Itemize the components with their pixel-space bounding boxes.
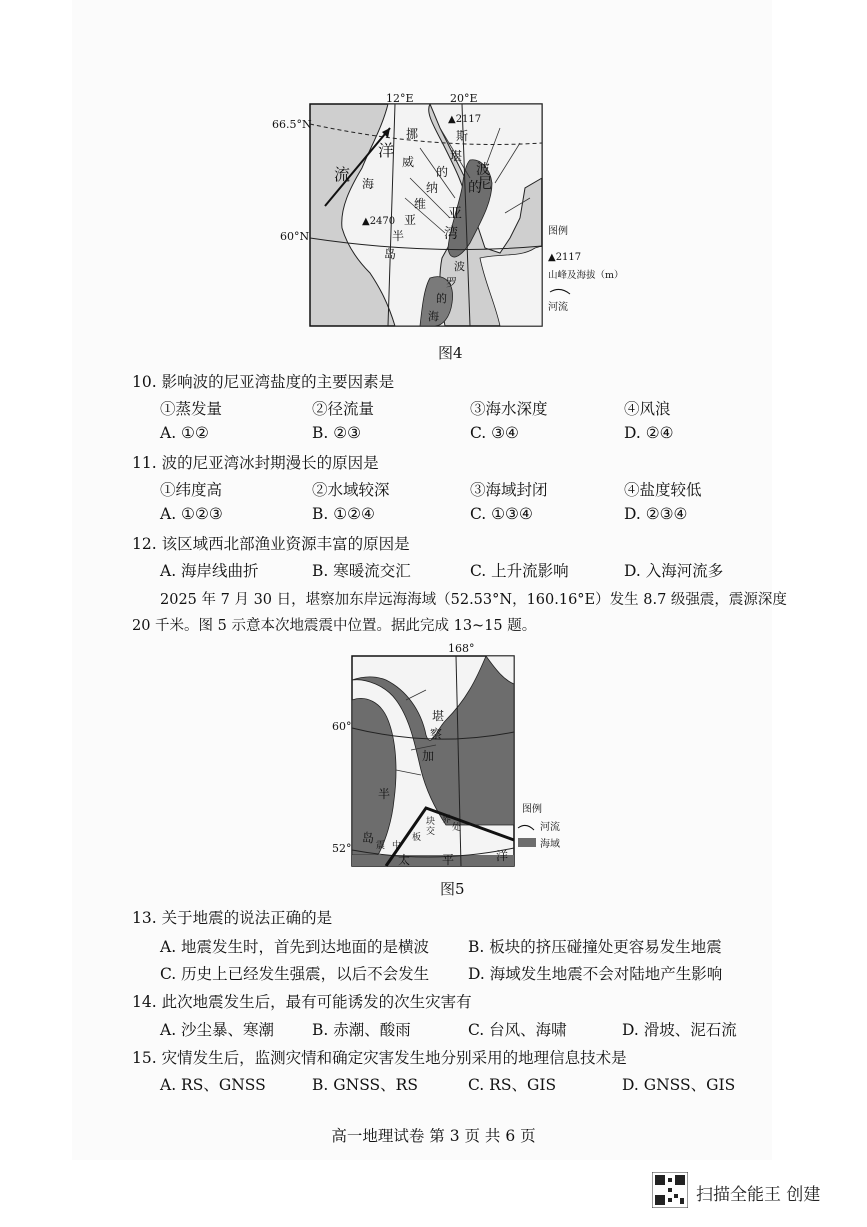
lat-52-label: 52° xyxy=(332,842,352,855)
map-label: 亚 xyxy=(404,213,417,227)
question-12-option-c[interactable]: C. 上升流影响 xyxy=(470,562,569,580)
map-label: 湾 xyxy=(444,226,458,242)
map-label: 纳 xyxy=(426,181,439,195)
question-10-option-a[interactable]: A. ①② xyxy=(160,424,209,442)
question-12-option-d[interactable]: D. 入海河流多 xyxy=(624,562,724,580)
question-11-item: ④盐度较低 xyxy=(624,481,702,499)
question-10-item: ②径流量 xyxy=(312,400,375,418)
lon-168-label: 168° xyxy=(448,642,475,655)
question-13-option-c[interactable]: C. 历史上已经发生强震，以后不会发生 xyxy=(160,965,430,983)
map-label: 洋 xyxy=(496,849,509,863)
map-label: 亚 xyxy=(448,206,462,222)
map-label: 岛 xyxy=(362,831,375,845)
question-11-item: ②水域较深 xyxy=(312,481,390,499)
sea-swatch xyxy=(518,838,536,847)
question-12-option-a[interactable]: A. 海岸线曲折 xyxy=(160,562,259,580)
question-13-option-d[interactable]: D. 海域发生地震不会对陆地产生影响 xyxy=(468,965,723,983)
map-label: 加 xyxy=(422,749,435,763)
map-label: 交 xyxy=(426,827,436,837)
lon-12-label: 12°E xyxy=(386,92,414,105)
question-15-option-d[interactable]: D. GNSS、GIS xyxy=(622,1076,736,1094)
lat-60-label: 60°N xyxy=(280,230,310,243)
map-label: 界 xyxy=(442,815,452,825)
question-14-stem: 14. 此次地震发生后，最有可能诱发的次生灾害有 xyxy=(132,993,472,1011)
map-label: 平 xyxy=(442,853,455,867)
map-label: 威 xyxy=(402,155,415,169)
figure-5-caption: 图5 xyxy=(440,880,465,898)
map-label: 块 xyxy=(426,817,436,827)
figure-5-map xyxy=(326,640,576,872)
map-label: 尼 xyxy=(478,176,492,192)
legend-river: 河流 xyxy=(540,822,560,833)
intro-line-2: 20 千米。图 5 示意本次地震震中位置。据此完成 13~15 题。 xyxy=(132,618,537,634)
legend-river: 河流 xyxy=(548,302,568,313)
question-10-option-b[interactable]: B. ②③ xyxy=(312,424,362,442)
legend-sea: 海域 xyxy=(540,839,560,850)
question-12-option-b[interactable]: B. 寒暖流交汇 xyxy=(312,562,411,580)
intro-line-1: 2025 年 7 月 30 日，堪察加东岸远海海域（52.53°N，160.16°E）发生 8.7 级强震，震源深度 xyxy=(160,592,787,608)
question-11-option-b[interactable]: B. ①②④ xyxy=(312,505,375,523)
map-label: 震 xyxy=(376,841,386,851)
map-label: 半 xyxy=(378,787,391,801)
lat-60-label: 60° xyxy=(332,720,352,733)
question-10-option-c[interactable]: C. ③④ xyxy=(470,424,519,442)
legend-peak-label: 山峰及海拔（m） xyxy=(548,270,624,281)
map-label: 的 xyxy=(436,165,449,179)
question-15-option-b[interactable]: B. GNSS、RS xyxy=(312,1076,418,1094)
river-icon xyxy=(518,825,534,830)
map-label: 的 xyxy=(436,292,447,305)
question-10-item: ①蒸发量 xyxy=(160,400,223,418)
question-12-stem: 12. 该区域西北部渔业资源丰富的原因是 xyxy=(132,535,410,553)
question-13-stem: 13. 关于地震的说法正确的是 xyxy=(132,909,333,927)
peak-2470-label: ▲2470 xyxy=(362,216,396,227)
map-label: 板 xyxy=(412,833,422,843)
river-icon xyxy=(550,289,570,294)
map-label: 岛 xyxy=(384,247,397,261)
map-label: 流 xyxy=(334,165,351,184)
question-11-item: ③海域封闭 xyxy=(470,481,548,499)
map-label: 罗 xyxy=(446,276,457,289)
map-label: 波 xyxy=(454,260,465,273)
question-10-item: ③海水深度 xyxy=(470,400,548,418)
map-label: 洋 xyxy=(378,141,395,160)
question-14-option-d[interactable]: D. 滑坡、泥石流 xyxy=(622,1021,737,1039)
figure-4-caption: 图4 xyxy=(438,344,463,362)
question-14-option-b[interactable]: B. 赤潮、酸雨 xyxy=(312,1021,411,1039)
map-label: 海 xyxy=(362,177,375,191)
map-label: 处 xyxy=(452,823,462,833)
question-13-option-a[interactable]: A. 地震发生时，首先到达地面的是横波 xyxy=(160,938,430,956)
legend-title: 图例 xyxy=(522,804,542,815)
map-label: 半 xyxy=(392,229,405,243)
map-label: 堪 xyxy=(432,709,445,723)
question-15-option-c[interactable]: C. RS、GIS xyxy=(468,1076,557,1094)
scanner-watermark: 扫描全能王 创建 xyxy=(696,1185,821,1205)
page-footer: 高一地理试卷 第 3 页 共 6 页 xyxy=(331,1127,536,1145)
qr-code-icon xyxy=(652,1172,688,1208)
question-10-option-d[interactable]: D. ②④ xyxy=(624,424,674,442)
lon-20-label: 20°E xyxy=(450,92,478,105)
peak-2117-label: ▲2117 xyxy=(448,114,482,125)
map-label: 维 xyxy=(414,197,427,211)
map-label: 挪 xyxy=(406,127,419,141)
question-10-item: ④风浪 xyxy=(624,400,671,418)
question-11-option-a[interactable]: A. ①②③ xyxy=(160,505,223,523)
question-10-stem: 10. 影响波的尼亚湾盐度的主要因素是 xyxy=(132,373,395,391)
map-label: 堪 xyxy=(450,149,463,163)
legend-peak: ▲2117 xyxy=(548,252,582,263)
question-11-option-c[interactable]: C. ①③④ xyxy=(470,505,533,523)
question-11-option-d[interactable]: D. ②③④ xyxy=(624,505,688,523)
map-label: 斯 xyxy=(456,129,469,143)
lat-66-5-label: 66.5°N xyxy=(272,118,312,131)
map-label: 察 xyxy=(430,727,443,741)
question-11-item: ①纬度高 xyxy=(160,481,223,499)
question-13-option-b[interactable]: B. 板块的挤压碰撞处更容易发生地震 xyxy=(468,938,722,956)
question-14-option-a[interactable]: A. 沙尘暴、寒潮 xyxy=(160,1021,275,1039)
question-14-option-c[interactable]: C. 台风、海啸 xyxy=(468,1021,567,1039)
map-label: 中 xyxy=(392,841,402,851)
question-15-stem: 15. 灾情发生后，监测灾情和确定灾害发生地分别采用的地理信息技术是 xyxy=(132,1049,627,1067)
question-11-stem: 11. 波的尼亚湾冰封期漫长的原因是 xyxy=(132,454,379,472)
map-label: 海 xyxy=(428,310,439,323)
question-15-option-a[interactable]: A. RS、GNSS xyxy=(160,1076,266,1094)
map-label: 太 xyxy=(398,853,411,867)
figure-4-map xyxy=(270,88,630,338)
legend-title: 图例 xyxy=(548,226,568,237)
map-label: 波 xyxy=(476,162,490,178)
map-label: 的 xyxy=(468,180,482,196)
